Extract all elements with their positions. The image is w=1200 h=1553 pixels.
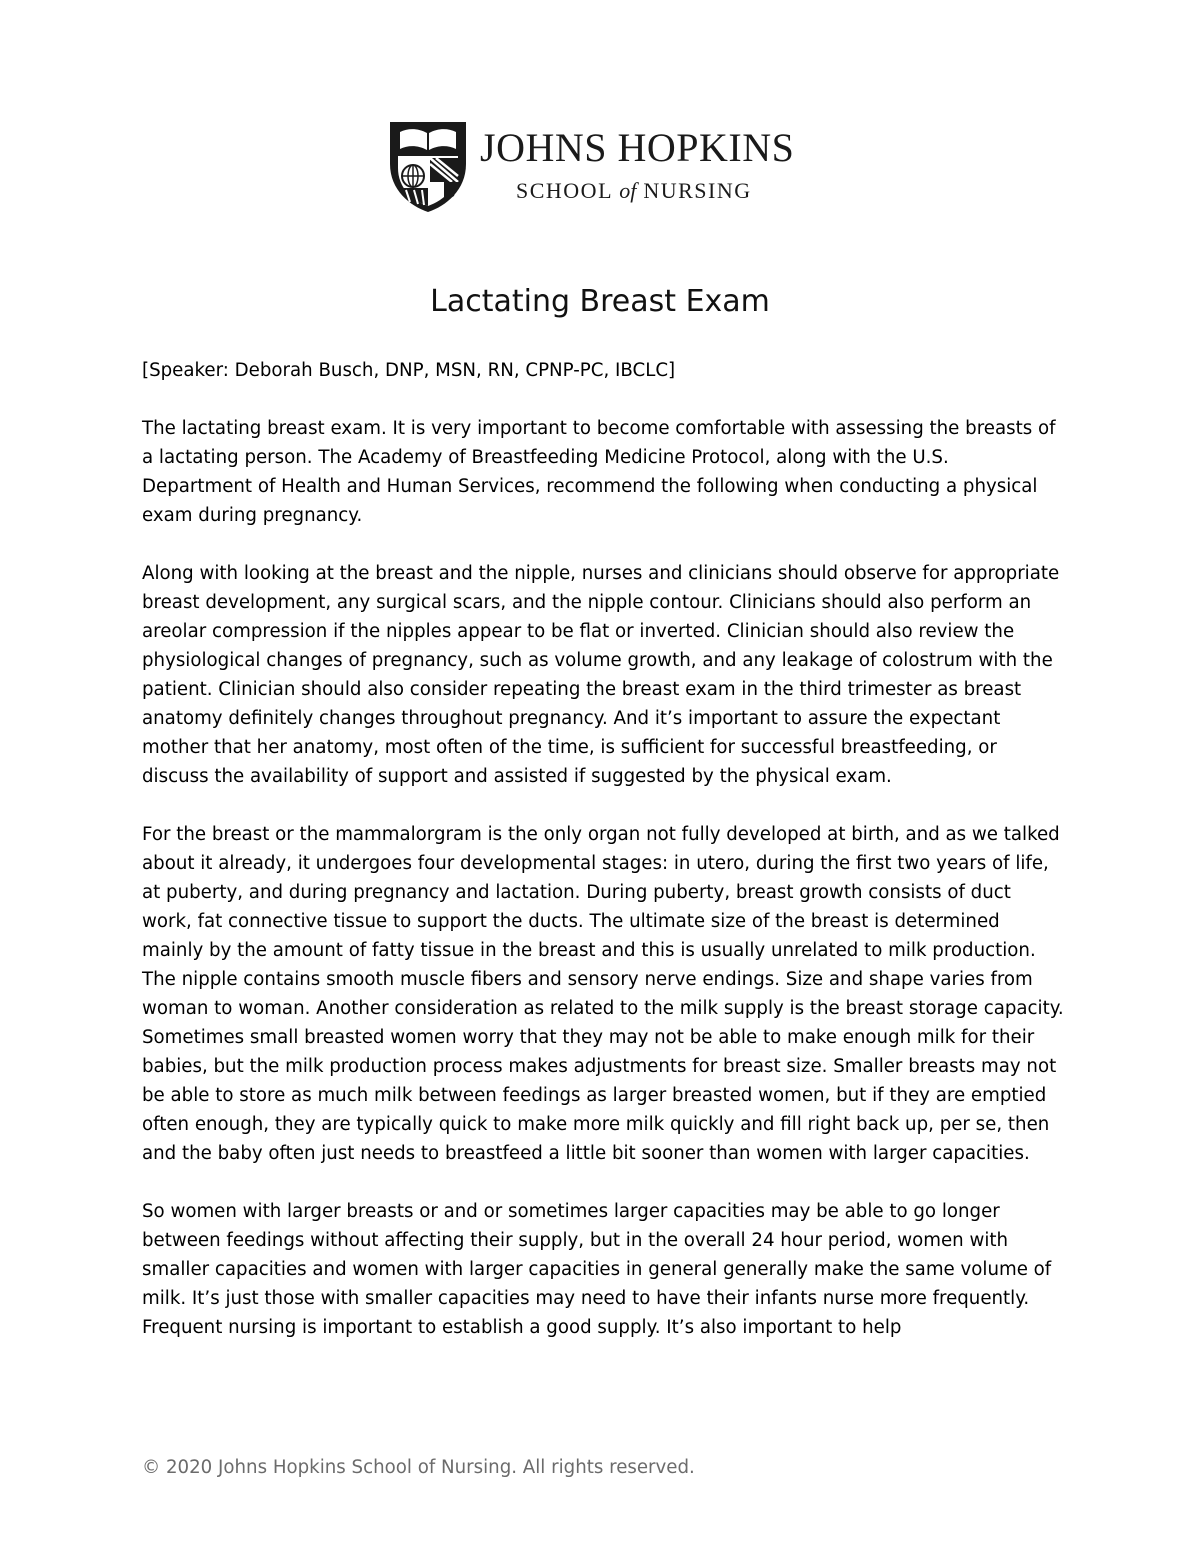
logo-name: JOHNS HOPKINS [480,125,795,170]
logo-school-prefix: SCHOOL [516,178,613,203]
paragraph: For the breast or the mammalorgram is the only organ not fully developed at birth, and as we talked about it already, it undergoes four developmental stages: in utero, during the first two years of life, at puberty, and during pregnancy and lactation. During puberty, breast growth consists of duct work, fat connective tissue to support the ducts. The ultimate size of the breast is determined mainly by the amount of fatty tissue in the breast and this is usually unrelated to milk production. The nipple contains smooth muscle fibers and sensory nerve endings. Size and shape varies from woman to woman. Another consideration as related to the milk supply is the breast storage capacity. Sometimes small breasted women worry that they may not be able to make enough milk for their babies, but the milk production process makes adjustments for breast size. Smaller breasts may not be able to store as much milk between feedings as larger breasted women, but if they are emptied often enough, they are typically quick to make more milk quickly and fill right back up, per se, then and the baby often just needs to breastfeed a little bit sooner than women with larger capacities. [142,824,1064,1164]
copyright-footer: © 2020 Johns Hopkins School of Nursing. All rights reserved. [142,1457,695,1478]
document-title: Lactating Breast Exam [430,284,770,319]
logo-school-of: of [619,178,637,203]
johns-hopkins-logo [388,118,818,214]
document-body [142,356,1064,1371]
paragraph: The lactating breast exam. It is very important to become comfortable with assessing the breasts of a lactating person. The Academy of Breastfeeding Medicine Protocol, along with the U.S. Department of Health and Human Services, recommend the following when conducting a physical exam during pregnancy. [142,418,1056,526]
logo-school-name [516,180,752,202]
paragraph: Along with looking at the breast and the nipple, nurses and clinicians should observe for appropriate breast development, any surgical scars, and the nipple contour. Clinicians should also perform an areolar compression if the nipples appear to be flat or inverted. Clinician should also review the physiological changes of pregnancy, such as volume growth, and any leakage of colostrum with the patient. Clinician should also consider repeating the breast exam in the third trimester as breast anatomy definitely changes throughout pregnancy. And it’s important to assure the expectant mother that her anatomy, most often of the time, is sufficient for successful breastfeeding, or discuss the availability of support and assisted if suggested by the physical exam. [142,563,1060,787]
university-shield-icon [388,118,468,214]
speaker-line: [Speaker: Deborah Busch, DNP, MSN, RN, CPNP-PC, IBCLC] [142,360,676,381]
paragraph: So women with larger breasts or and or sometimes larger capacities may be able to go longer between feedings without affecting their supply, but in the overall 24 hour period, women with smaller capacities and women with larger capacities in general generally make the same volume of milk. It’s just those with smaller capacities may need to have their infants nurse more frequently. Frequent nursing is important to establish a good supply. It’s also important to help [142,1201,1052,1338]
logo-school-suffix: NURSING [643,178,752,203]
